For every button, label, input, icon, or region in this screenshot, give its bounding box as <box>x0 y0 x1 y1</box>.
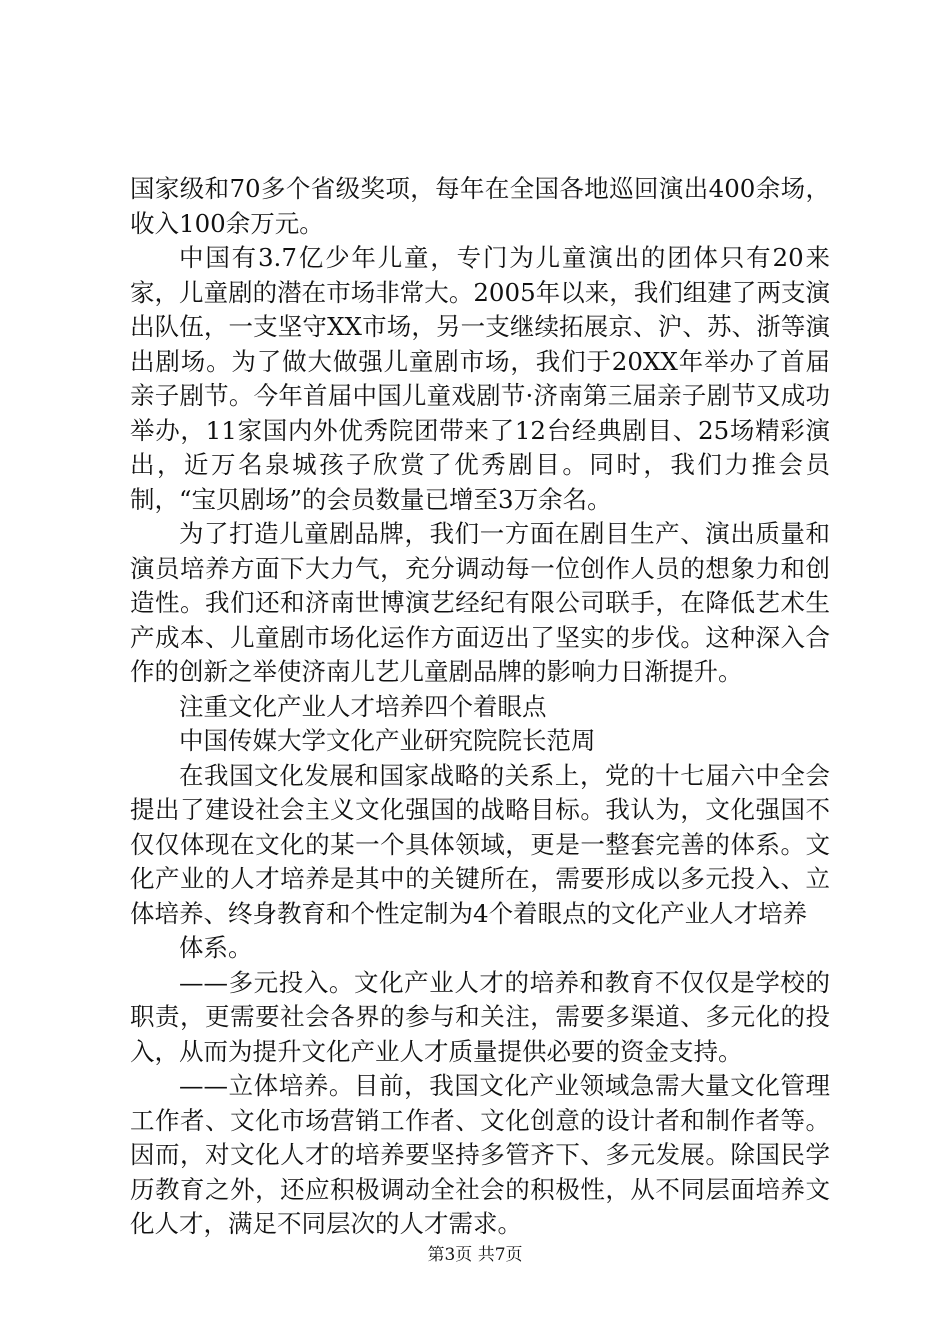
section-heading: 注重文化产业人才培养四个着眼点 <box>179 691 547 721</box>
paragraph: 为了打造儿童剧品牌，我们一方面在剧目生产、演出质量和演员培养方面下大力气，充分调动每一位创作人员的想象力和创造性。我们还和济南世博演艺经纪有限公司联手，在降低艺术生产成本、儿童剧市场化运作方面迈出了坚实的步伐。这种深入合作的创新之举使济南儿艺儿童剧品牌的影响力日渐提升。 <box>130 519 830 686</box>
body-text <box>130 172 830 1242</box>
paragraph: 中国有3.7亿少年儿童，专门为儿童演出的团体只有20来家，儿童剧的潜在市场非常大。2005年以来，我们组建了两支演出队伍，一支坚守XX市场，另一支继续拓展京、沪、苏、浙等演出剧场。为了做大做强儿童剧市场，我们于20XX年举办了首届亲子剧节。今年首届中国儿童戏剧节·济南第三届亲子剧节又成功举办，11家国内外优秀院团带来了12台经典剧目、25场精彩演出，近万名泉城孩子欣赏了优秀剧目。同时，我们力推会员制，“宝贝剧场”的会员数量已增至3万余名。 <box>130 243 830 514</box>
paragraph: ——立体培养。目前，我国文化产业领域急需大量文化管理工作者、文化市场营销工作者、文化创意的设计者和制作者等。因而，对文化人才的培养要坚持多管齐下、多元发展。除国民学历教育之外，还应积极调动全社会的积极性，从不同层面培养文化人才，满足不同层次的人才需求。 <box>130 1071 830 1238</box>
page-number: 第3页 共7页 <box>427 1245 523 1265</box>
author-line: 中国传媒大学文化产业研究院院长范周 <box>179 726 596 755</box>
paragraph: 在我国文化发展和国家战略的关系上，党的十七届六中全会提出了建设社会主义文化强国的战略目标。我认为，文化强国不仅仅体现在文化的某一个具体领域，更是一整套完善的体系。文化产业的人才培养是其中的关键所在，需要形成以多元投入、立体培养、终身教育和个性定制为4个着眼点的文化产业人才培养 <box>130 760 830 928</box>
paragraph: ——多元投入。文化产业人才的培养和教育不仅仅是学校的职责，更需要社会各界的参与和关注，需要多渠道、多元化的投入，从而为提升文化产业人才质量提供必要的资金支持。 <box>130 967 830 1066</box>
paragraph: 体系。 <box>179 933 253 962</box>
paragraph: 国家级和70多个省级奖项，每年在全国各地巡回演出400余场，收入100余万元。 <box>130 174 830 238</box>
